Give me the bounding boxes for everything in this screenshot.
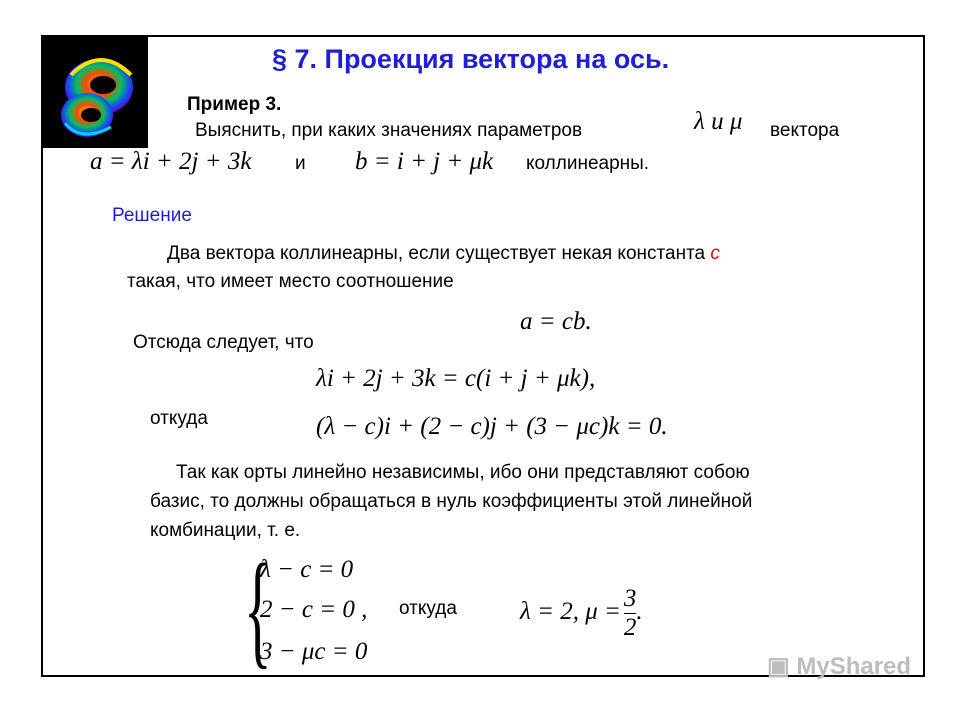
formula-a: a = λi + 2j + 3k <box>90 148 252 175</box>
answer-den: 2 <box>623 614 637 641</box>
basis-text-2: базис, то должны обращаться в нуль коэффициенты этой линейной <box>150 491 753 512</box>
watermark-icon: ▣ <box>767 653 790 680</box>
task-text: Выяснить, при каких значениях параметров <box>195 120 583 141</box>
system-eq-2: 2 − c = 0 , <box>260 596 368 623</box>
solution-text-2: такая, что имеет место соотношение <box>127 271 454 292</box>
watermark-text: MyShared <box>796 653 912 680</box>
solution-sentence: Два вектора коллинеарны, если существует некая константа <box>167 243 706 264</box>
relation-formula: a = cb. <box>520 308 592 335</box>
system-eq-1: λ − c = 0 <box>260 556 354 583</box>
answer-num: 3 <box>623 585 637 612</box>
answer-fraction <box>624 585 637 642</box>
system-brace: { <box>244 538 272 680</box>
whence-text: откуда <box>150 408 208 429</box>
params-formula: λ и μ <box>694 108 743 135</box>
answer-period: . <box>636 598 643 626</box>
system-eq-3: 3 − μc = 0 <box>260 638 368 665</box>
answer-formula <box>520 585 643 642</box>
constant-c: c <box>710 243 720 264</box>
whence-text-2: откуда <box>399 598 457 619</box>
collinear-word: коллинеарны. <box>526 153 650 174</box>
combination-formula: (λ − c)i + (2 − c)j + (3 − μc)k = 0. <box>316 413 668 440</box>
fractal-logo <box>41 35 148 148</box>
formula-b: b = i + j + μk <box>355 148 494 175</box>
and-word: и <box>295 153 306 174</box>
solution-label: Решение <box>112 205 192 226</box>
expansion-formula: λi + 2j + 3k = c(i + j + μk), <box>316 365 596 392</box>
hence-text: Отсюда следует, что <box>133 332 314 353</box>
example-label: Пример 3. <box>187 94 282 115</box>
basis-text-3: комбинации, т. е. <box>150 520 301 541</box>
page-title: § 7. Проекция вектора на ось. <box>272 44 670 74</box>
basis-text-1: Так как орты линейно независимы, ибо они представляют собою <box>176 462 750 483</box>
watermark <box>767 652 911 681</box>
solution-text-1 <box>167 243 720 265</box>
vectors-word: вектора <box>770 120 840 141</box>
answer-lhs: λ = 2, μ = <box>520 598 621 626</box>
